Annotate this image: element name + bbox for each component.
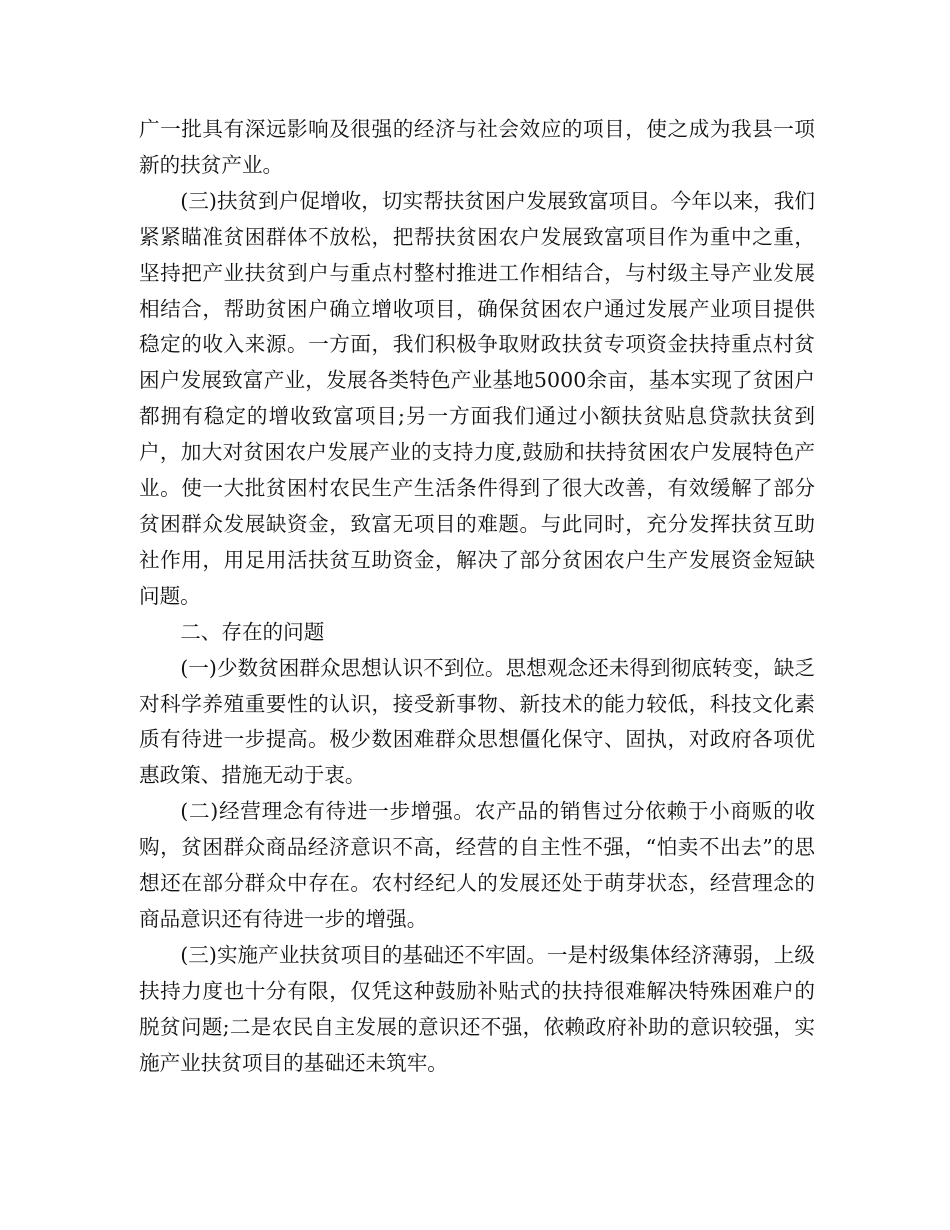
paragraph-section-three: (三)扶贫到户促增收，切实帮扶贫困户发展致富项目。今年以来，我们紧紧瞄准贫困群体不放松，把帮扶贫困农户发展致富项目作为重中之重，坚持把产业扶贫到户与重点村整村推进工作相结合，与村级主导产业发展相结合，帮助贫困户确立增收项目，确保贫困农户通过发展产业项目提供稳定的收入来源。一方面，我们积极争取财政扶贫专项资金扶持重点村贫困户发展致富产业，发展各类特色产业基地5000余亩，基本实现了贫困户都拥有稳定的增收致富项目;另一方面我们通过小额扶贫贴息贷款扶贫到户，加大对贫困农户发展产业的支持力度,鼓励和扶持贫困农户发展特色产业。使一大批贫困村农民生产生活条件得到了很大改善，有效缓解了部分贫困群众发展缺资金，致富无项目的难题。与此同时，充分发挥扶贫互助社作用，用足用活扶贫互助资金，解决了部分贫困农户生产发展资金短缺问题。: [139, 188, 815, 608]
paragraph-problem-three: (三)实施产业扶贫项目的基础还不牢固。一是村级集体经济薄弱，上级扶持力度也十分有限，仅凭这种鼓励补贴式的扶持很难解决特殊困难户的脱贫问题;二是农民自主发展的意识还不强，依赖政府补助的意识较强，实施产业扶贫项目的基础还未筑牢。: [139, 942, 815, 1075]
paragraph-problem-one: (一)少数贫困群众思想认识不到位。思想观念还未得到彻底转变，缺乏对科学养殖重要性的认识，接受新事物、新技术的能力较低，科技文化素质有待进一步提高。极少数困难群众思想僵化保守、固执，对政府各项优惠政策、措施无动于衷。: [139, 655, 815, 788]
section-heading-problems: 二、存在的问题: [180, 619, 325, 644]
paragraph-problem-two: (二)经营理念有待进一步增强。农产品的销售过分依赖于小商贩的收购，贫困群众商品经济意识不高，经营的自主性不强，“怕卖不出去”的思想还在部分群众中存在。农村经纪人的发展还处于萌芽状态，经营理念的商品意识还有待进一步的增强。: [139, 799, 815, 931]
document-page: [139, 112, 815, 1081]
paragraph-continuation: 广一批具有深远影响及很强的经济与社会效应的项目，使之成为我县一项新的扶贫产业。: [139, 117, 815, 177]
